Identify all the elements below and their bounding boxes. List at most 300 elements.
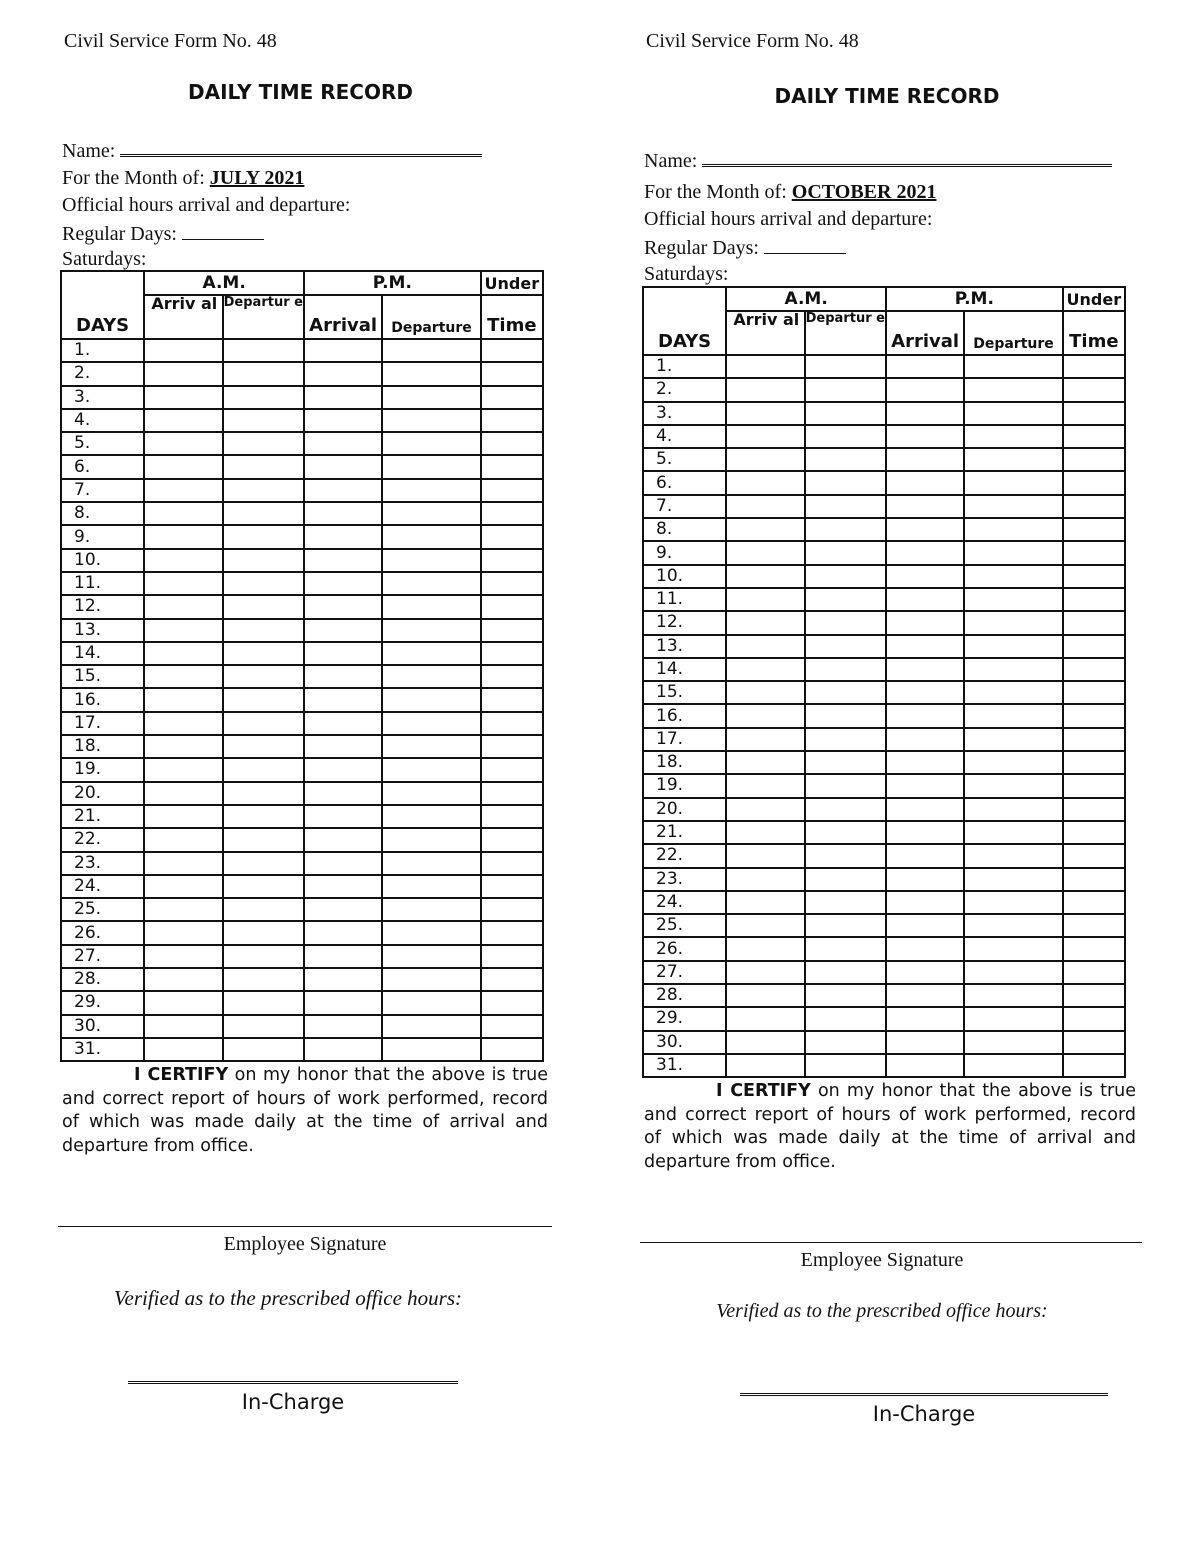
pm-arrival-cell[interactable] <box>304 782 382 805</box>
am-arrival-cell[interactable] <box>144 828 222 851</box>
pm-departure-cell[interactable] <box>382 758 480 781</box>
am-departure-cell[interactable] <box>223 805 304 828</box>
pm-departure-cell[interactable] <box>964 425 1062 448</box>
pm-arrival-cell[interactable] <box>304 455 382 478</box>
undertime-cell[interactable] <box>481 875 543 898</box>
am-departure-cell[interactable] <box>805 704 886 727</box>
am-arrival-cell[interactable] <box>144 688 222 711</box>
am-arrival-cell[interactable] <box>726 937 804 960</box>
undertime-cell[interactable] <box>1063 448 1125 471</box>
am-arrival-cell[interactable] <box>726 821 804 844</box>
undertime-cell[interactable] <box>481 619 543 642</box>
undertime-cell[interactable] <box>1063 402 1125 425</box>
undertime-cell[interactable] <box>481 642 543 665</box>
am-departure-cell[interactable] <box>805 774 886 797</box>
am-arrival-cell[interactable] <box>726 1031 804 1054</box>
pm-departure-cell[interactable] <box>964 518 1062 541</box>
am-arrival-cell[interactable] <box>144 479 222 502</box>
pm-departure-cell[interactable] <box>382 875 480 898</box>
am-arrival-cell[interactable] <box>726 425 804 448</box>
pm-arrival-cell[interactable] <box>886 635 964 658</box>
am-departure-cell[interactable] <box>805 961 886 984</box>
am-arrival-cell[interactable] <box>726 681 804 704</box>
pm-departure-cell[interactable] <box>382 432 480 455</box>
am-departure-cell[interactable] <box>805 937 886 960</box>
undertime-cell[interactable] <box>481 1015 543 1038</box>
undertime-cell[interactable] <box>1063 588 1125 611</box>
pm-arrival-cell[interactable] <box>886 774 964 797</box>
pm-arrival-cell[interactable] <box>886 914 964 937</box>
pm-arrival-cell[interactable] <box>886 1054 964 1077</box>
am-departure-cell[interactable] <box>223 479 304 502</box>
pm-departure-cell[interactable] <box>964 751 1062 774</box>
undertime-cell[interactable] <box>1063 844 1125 867</box>
pm-arrival-cell[interactable] <box>886 588 964 611</box>
am-arrival-cell[interactable] <box>726 495 804 518</box>
pm-arrival-cell[interactable] <box>886 611 964 634</box>
pm-arrival-cell[interactable] <box>886 378 964 401</box>
am-departure-cell[interactable] <box>805 681 886 704</box>
undertime-cell[interactable] <box>1063 821 1125 844</box>
pm-departure-cell[interactable] <box>964 635 1062 658</box>
pm-arrival-cell[interactable] <box>304 991 382 1014</box>
am-arrival-cell[interactable] <box>144 455 222 478</box>
pm-arrival-cell[interactable] <box>304 945 382 968</box>
pm-arrival-cell[interactable] <box>886 844 964 867</box>
am-arrival-cell[interactable] <box>144 898 222 921</box>
am-arrival-cell[interactable] <box>144 595 222 618</box>
pm-arrival-cell[interactable] <box>304 712 382 735</box>
am-departure-cell[interactable] <box>805 448 886 471</box>
am-departure-cell[interactable] <box>805 355 886 378</box>
am-departure-cell[interactable] <box>223 525 304 548</box>
pm-arrival-cell[interactable] <box>886 891 964 914</box>
pm-departure-cell[interactable] <box>964 611 1062 634</box>
undertime-cell[interactable] <box>481 479 543 502</box>
am-departure-cell[interactable] <box>805 565 886 588</box>
am-arrival-cell[interactable] <box>144 1038 222 1061</box>
pm-departure-cell[interactable] <box>964 355 1062 378</box>
pm-departure-cell[interactable] <box>964 774 1062 797</box>
pm-departure-cell[interactable] <box>382 688 480 711</box>
am-departure-cell[interactable] <box>223 386 304 409</box>
pm-arrival-cell[interactable] <box>886 495 964 518</box>
pm-departure-cell[interactable] <box>964 937 1062 960</box>
undertime-cell[interactable] <box>481 502 543 525</box>
pm-departure-cell[interactable] <box>964 914 1062 937</box>
pm-departure-cell[interactable] <box>382 502 480 525</box>
undertime-cell[interactable] <box>481 712 543 735</box>
am-departure-cell[interactable] <box>223 875 304 898</box>
undertime-cell[interactable] <box>1063 1031 1125 1054</box>
am-departure-cell[interactable] <box>223 1038 304 1061</box>
am-arrival-cell[interactable] <box>726 355 804 378</box>
pm-arrival-cell[interactable] <box>304 828 382 851</box>
am-arrival-cell[interactable] <box>726 961 804 984</box>
am-departure-cell[interactable] <box>223 432 304 455</box>
am-arrival-cell[interactable] <box>726 984 804 1007</box>
am-arrival-cell[interactable] <box>144 362 222 385</box>
pm-arrival-cell[interactable] <box>304 665 382 688</box>
am-arrival-cell[interactable] <box>144 432 222 455</box>
undertime-cell[interactable] <box>1063 704 1125 727</box>
pm-arrival-cell[interactable] <box>886 355 964 378</box>
am-departure-cell[interactable] <box>805 588 886 611</box>
am-arrival-cell[interactable] <box>726 518 804 541</box>
am-arrival-cell[interactable] <box>726 541 804 564</box>
undertime-cell[interactable] <box>1063 425 1125 448</box>
am-arrival-cell[interactable] <box>144 945 222 968</box>
am-arrival-cell[interactable] <box>726 728 804 751</box>
pm-arrival-cell[interactable] <box>886 704 964 727</box>
am-arrival-cell[interactable] <box>144 712 222 735</box>
pm-departure-cell[interactable] <box>964 448 1062 471</box>
am-arrival-cell[interactable] <box>144 502 222 525</box>
am-arrival-cell[interactable] <box>726 1054 804 1077</box>
pm-departure-cell[interactable] <box>964 891 1062 914</box>
pm-departure-cell[interactable] <box>964 1031 1062 1054</box>
pm-departure-cell[interactable] <box>964 984 1062 1007</box>
pm-departure-cell[interactable] <box>382 409 480 432</box>
am-arrival-cell[interactable] <box>144 339 222 362</box>
undertime-cell[interactable] <box>481 688 543 711</box>
undertime-cell[interactable] <box>481 782 543 805</box>
am-departure-cell[interactable] <box>805 844 886 867</box>
pm-departure-cell[interactable] <box>382 828 480 851</box>
pm-arrival-cell[interactable] <box>886 751 964 774</box>
pm-arrival-cell[interactable] <box>304 688 382 711</box>
pm-departure-cell[interactable] <box>964 1054 1062 1077</box>
am-arrival-cell[interactable] <box>144 852 222 875</box>
am-departure-cell[interactable] <box>805 471 886 494</box>
pm-departure-cell[interactable] <box>382 572 480 595</box>
undertime-cell[interactable] <box>1063 937 1125 960</box>
pm-arrival-cell[interactable] <box>886 868 964 891</box>
pm-departure-cell[interactable] <box>382 595 480 618</box>
am-departure-cell[interactable] <box>805 518 886 541</box>
am-departure-cell[interactable] <box>223 549 304 572</box>
pm-departure-cell[interactable] <box>382 455 480 478</box>
am-arrival-cell[interactable] <box>726 378 804 401</box>
pm-departure-cell[interactable] <box>964 961 1062 984</box>
pm-arrival-cell[interactable] <box>886 425 964 448</box>
pm-arrival-cell[interactable] <box>304 642 382 665</box>
undertime-cell[interactable] <box>481 828 543 851</box>
am-departure-cell[interactable] <box>805 821 886 844</box>
am-departure-cell[interactable] <box>223 339 304 362</box>
am-departure-cell[interactable] <box>805 728 886 751</box>
am-arrival-cell[interactable] <box>144 665 222 688</box>
am-departure-cell[interactable] <box>805 868 886 891</box>
am-departure-cell[interactable] <box>223 782 304 805</box>
am-arrival-cell[interactable] <box>144 525 222 548</box>
am-departure-cell[interactable] <box>805 891 886 914</box>
am-departure-cell[interactable] <box>223 735 304 758</box>
am-departure-cell[interactable] <box>223 688 304 711</box>
pm-arrival-cell[interactable] <box>304 735 382 758</box>
undertime-cell[interactable] <box>481 339 543 362</box>
pm-departure-cell[interactable] <box>382 945 480 968</box>
undertime-cell[interactable] <box>481 1038 543 1061</box>
undertime-cell[interactable] <box>481 921 543 944</box>
pm-departure-cell[interactable] <box>964 378 1062 401</box>
pm-departure-cell[interactable] <box>964 471 1062 494</box>
undertime-cell[interactable] <box>481 362 543 385</box>
am-arrival-cell[interactable] <box>726 402 804 425</box>
pm-departure-cell[interactable] <box>382 642 480 665</box>
pm-arrival-cell[interactable] <box>886 937 964 960</box>
pm-arrival-cell[interactable] <box>304 339 382 362</box>
pm-departure-cell[interactable] <box>382 619 480 642</box>
am-departure-cell[interactable] <box>805 402 886 425</box>
am-departure-cell[interactable] <box>805 984 886 1007</box>
pm-arrival-cell[interactable] <box>886 728 964 751</box>
am-arrival-cell[interactable] <box>144 805 222 828</box>
undertime-cell[interactable] <box>481 991 543 1014</box>
undertime-cell[interactable] <box>481 968 543 991</box>
undertime-cell[interactable] <box>1063 728 1125 751</box>
undertime-cell[interactable] <box>481 409 543 432</box>
am-departure-cell[interactable] <box>223 758 304 781</box>
undertime-cell[interactable] <box>1063 355 1125 378</box>
pm-arrival-cell[interactable] <box>304 572 382 595</box>
undertime-cell[interactable] <box>1063 774 1125 797</box>
pm-departure-cell[interactable] <box>382 921 480 944</box>
am-arrival-cell[interactable] <box>726 844 804 867</box>
pm-departure-cell[interactable] <box>382 479 480 502</box>
pm-arrival-cell[interactable] <box>886 658 964 681</box>
am-arrival-cell[interactable] <box>726 565 804 588</box>
am-departure-cell[interactable] <box>223 1015 304 1038</box>
am-arrival-cell[interactable] <box>726 914 804 937</box>
am-arrival-cell[interactable] <box>144 735 222 758</box>
am-departure-cell[interactable] <box>805 635 886 658</box>
am-arrival-cell[interactable] <box>144 409 222 432</box>
pm-arrival-cell[interactable] <box>304 619 382 642</box>
am-arrival-cell[interactable] <box>144 549 222 572</box>
am-departure-cell[interactable] <box>805 1031 886 1054</box>
pm-arrival-cell[interactable] <box>886 681 964 704</box>
pm-arrival-cell[interactable] <box>886 961 964 984</box>
undertime-cell[interactable] <box>1063 891 1125 914</box>
undertime-cell[interactable] <box>481 572 543 595</box>
pm-departure-cell[interactable] <box>964 728 1062 751</box>
am-departure-cell[interactable] <box>223 665 304 688</box>
undertime-cell[interactable] <box>481 758 543 781</box>
pm-arrival-cell[interactable] <box>304 432 382 455</box>
pm-arrival-cell[interactable] <box>304 875 382 898</box>
am-arrival-cell[interactable] <box>726 588 804 611</box>
am-departure-cell[interactable] <box>223 595 304 618</box>
pm-departure-cell[interactable] <box>964 681 1062 704</box>
am-departure-cell[interactable] <box>805 751 886 774</box>
pm-departure-cell[interactable] <box>382 1038 480 1061</box>
pm-arrival-cell[interactable] <box>304 1015 382 1038</box>
undertime-cell[interactable] <box>481 898 543 921</box>
am-departure-cell[interactable] <box>223 921 304 944</box>
am-arrival-cell[interactable] <box>726 448 804 471</box>
pm-arrival-cell[interactable] <box>886 798 964 821</box>
am-departure-cell[interactable] <box>223 968 304 991</box>
am-departure-cell[interactable] <box>223 502 304 525</box>
am-departure-cell[interactable] <box>805 798 886 821</box>
am-arrival-cell[interactable] <box>726 891 804 914</box>
undertime-cell[interactable] <box>1063 611 1125 634</box>
pm-arrival-cell[interactable] <box>886 471 964 494</box>
undertime-cell[interactable] <box>481 665 543 688</box>
am-departure-cell[interactable] <box>223 852 304 875</box>
undertime-cell[interactable] <box>1063 961 1125 984</box>
undertime-cell[interactable] <box>481 455 543 478</box>
pm-departure-cell[interactable] <box>382 735 480 758</box>
am-arrival-cell[interactable] <box>144 968 222 991</box>
pm-arrival-cell[interactable] <box>304 362 382 385</box>
am-arrival-cell[interactable] <box>726 471 804 494</box>
am-departure-cell[interactable] <box>805 541 886 564</box>
pm-departure-cell[interactable] <box>964 658 1062 681</box>
undertime-cell[interactable] <box>1063 378 1125 401</box>
am-departure-cell[interactable] <box>223 945 304 968</box>
undertime-cell[interactable] <box>1063 751 1125 774</box>
am-arrival-cell[interactable] <box>726 798 804 821</box>
am-arrival-cell[interactable] <box>726 611 804 634</box>
undertime-cell[interactable] <box>1063 868 1125 891</box>
pm-arrival-cell[interactable] <box>304 386 382 409</box>
am-departure-cell[interactable] <box>805 1007 886 1030</box>
undertime-cell[interactable] <box>481 386 543 409</box>
pm-departure-cell[interactable] <box>382 898 480 921</box>
undertime-cell[interactable] <box>481 525 543 548</box>
am-departure-cell[interactable] <box>223 991 304 1014</box>
pm-arrival-cell[interactable] <box>886 518 964 541</box>
am-arrival-cell[interactable] <box>726 704 804 727</box>
am-departure-cell[interactable] <box>223 409 304 432</box>
pm-arrival-cell[interactable] <box>886 402 964 425</box>
am-arrival-cell[interactable] <box>144 758 222 781</box>
pm-arrival-cell[interactable] <box>304 968 382 991</box>
undertime-cell[interactable] <box>481 549 543 572</box>
pm-arrival-cell[interactable] <box>886 448 964 471</box>
am-departure-cell[interactable] <box>805 378 886 401</box>
undertime-cell[interactable] <box>1063 1054 1125 1077</box>
pm-departure-cell[interactable] <box>382 852 480 875</box>
pm-departure-cell[interactable] <box>964 565 1062 588</box>
pm-departure-cell[interactable] <box>964 402 1062 425</box>
undertime-cell[interactable] <box>481 805 543 828</box>
pm-departure-cell[interactable] <box>382 549 480 572</box>
undertime-cell[interactable] <box>1063 471 1125 494</box>
undertime-cell[interactable] <box>481 735 543 758</box>
am-arrival-cell[interactable] <box>726 1007 804 1030</box>
am-departure-cell[interactable] <box>805 914 886 937</box>
pm-departure-cell[interactable] <box>964 495 1062 518</box>
am-departure-cell[interactable] <box>223 898 304 921</box>
pm-departure-cell[interactable] <box>382 782 480 805</box>
pm-departure-cell[interactable] <box>964 704 1062 727</box>
pm-arrival-cell[interactable] <box>304 502 382 525</box>
am-departure-cell[interactable] <box>223 572 304 595</box>
pm-arrival-cell[interactable] <box>886 1031 964 1054</box>
am-arrival-cell[interactable] <box>726 751 804 774</box>
pm-arrival-cell[interactable] <box>304 549 382 572</box>
pm-departure-cell[interactable] <box>382 968 480 991</box>
undertime-cell[interactable] <box>1063 658 1125 681</box>
am-departure-cell[interactable] <box>223 619 304 642</box>
pm-departure-cell[interactable] <box>964 868 1062 891</box>
am-arrival-cell[interactable] <box>726 635 804 658</box>
am-arrival-cell[interactable] <box>726 868 804 891</box>
undertime-cell[interactable] <box>1063 541 1125 564</box>
am-arrival-cell[interactable] <box>144 1015 222 1038</box>
am-arrival-cell[interactable] <box>144 619 222 642</box>
am-departure-cell[interactable] <box>805 658 886 681</box>
pm-arrival-cell[interactable] <box>304 758 382 781</box>
pm-arrival-cell[interactable] <box>304 409 382 432</box>
pm-arrival-cell[interactable] <box>304 595 382 618</box>
undertime-cell[interactable] <box>1063 681 1125 704</box>
pm-departure-cell[interactable] <box>382 525 480 548</box>
pm-arrival-cell[interactable] <box>304 921 382 944</box>
am-arrival-cell[interactable] <box>144 386 222 409</box>
am-departure-cell[interactable] <box>223 712 304 735</box>
pm-departure-cell[interactable] <box>382 665 480 688</box>
pm-departure-cell[interactable] <box>964 541 1062 564</box>
pm-arrival-cell[interactable] <box>304 1038 382 1061</box>
pm-arrival-cell[interactable] <box>886 565 964 588</box>
pm-arrival-cell[interactable] <box>886 541 964 564</box>
pm-arrival-cell[interactable] <box>304 852 382 875</box>
pm-departure-cell[interactable] <box>382 712 480 735</box>
undertime-cell[interactable] <box>1063 635 1125 658</box>
pm-arrival-cell[interactable] <box>304 898 382 921</box>
am-departure-cell[interactable] <box>805 425 886 448</box>
am-departure-cell[interactable] <box>223 455 304 478</box>
am-departure-cell[interactable] <box>223 362 304 385</box>
undertime-cell[interactable] <box>1063 914 1125 937</box>
pm-arrival-cell[interactable] <box>886 821 964 844</box>
pm-departure-cell[interactable] <box>964 844 1062 867</box>
pm-departure-cell[interactable] <box>964 798 1062 821</box>
pm-arrival-cell[interactable] <box>886 1007 964 1030</box>
pm-departure-cell[interactable] <box>964 1007 1062 1030</box>
pm-arrival-cell[interactable] <box>304 479 382 502</box>
undertime-cell[interactable] <box>1063 495 1125 518</box>
am-arrival-cell[interactable] <box>726 658 804 681</box>
am-arrival-cell[interactable] <box>144 875 222 898</box>
am-departure-cell[interactable] <box>805 495 886 518</box>
am-departure-cell[interactable] <box>223 828 304 851</box>
am-arrival-cell[interactable] <box>144 991 222 1014</box>
pm-arrival-cell[interactable] <box>886 984 964 1007</box>
pm-departure-cell[interactable] <box>964 821 1062 844</box>
am-arrival-cell[interactable] <box>726 774 804 797</box>
undertime-cell[interactable] <box>1063 565 1125 588</box>
am-departure-cell[interactable] <box>223 642 304 665</box>
undertime-cell[interactable] <box>481 432 543 455</box>
undertime-cell[interactable] <box>481 945 543 968</box>
undertime-cell[interactable] <box>481 595 543 618</box>
am-arrival-cell[interactable] <box>144 572 222 595</box>
undertime-cell[interactable] <box>1063 984 1125 1007</box>
am-arrival-cell[interactable] <box>144 921 222 944</box>
pm-arrival-cell[interactable] <box>304 805 382 828</box>
pm-departure-cell[interactable] <box>382 386 480 409</box>
pm-departure-cell[interactable] <box>382 991 480 1014</box>
undertime-cell[interactable] <box>1063 518 1125 541</box>
am-departure-cell[interactable] <box>805 1054 886 1077</box>
pm-departure-cell[interactable] <box>382 805 480 828</box>
pm-departure-cell[interactable] <box>964 588 1062 611</box>
